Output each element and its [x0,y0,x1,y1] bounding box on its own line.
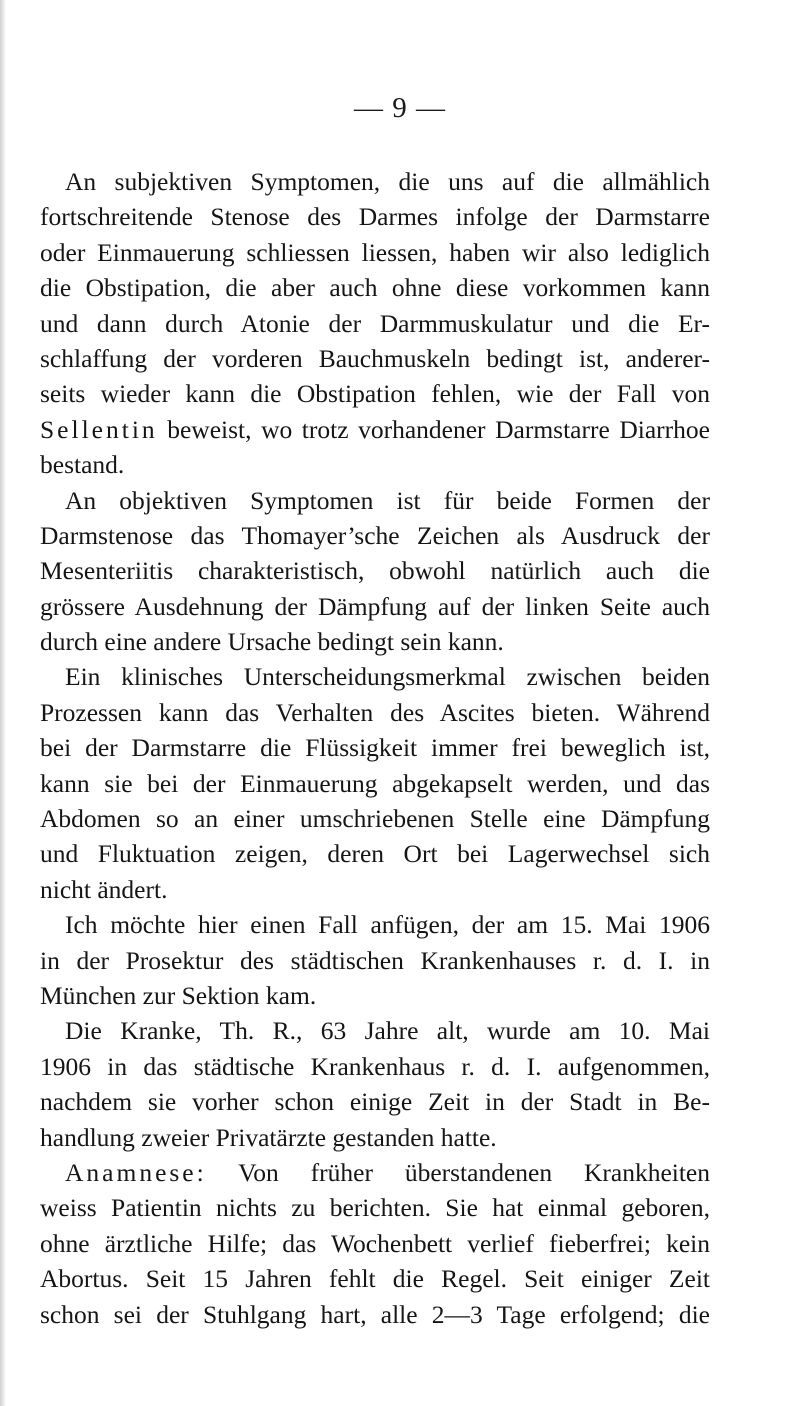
text-line: München zur Sektion kam. [40,980,317,1010]
scan-edge-shadow [0,0,6,1406]
text-line: An subjektiven Symptomen, die uns auf die allmählich [65,167,710,196]
text-line: nachdem sie vorher schon einige Zeit in der Stadt in Be- [40,1087,710,1117]
text-line [40,1155,710,1190]
text-line-rest: Von früher überstandenen Krankheiten [206,1157,710,1187]
section-label-anamnese: Anamnese: [65,1157,207,1187]
text-line: 1906 in das städtische Krankenhaus r. d. I. aufgenommen, [40,1051,710,1081]
page-number: — 9 — [354,92,446,124]
text-line: Prozessen kann das Verhalten des Ascites bieten. Während [40,697,710,727]
text-line: weiss Patientin nichts zu berichten. Sie hat einmal geboren, [40,1193,710,1223]
text-line: kann sie bei der Einmauerung abgekapselt werden, und das [40,768,710,798]
text-line [40,412,710,447]
text-line: und dann durch Atonie der Darmmuskulatur und die Er- [40,308,710,338]
text-line: Abortus. Seit 15 Jahren fehlt die Regel. Seit einiger Zeit [40,1264,710,1294]
text-line: Darmstenose das Thomayer’sche Zeichen als Ausdruck der [40,520,710,550]
text-line: in der Prosektur des städtischen Krankenhauses r. d. I. in [40,945,710,975]
text-line: oder Einmauerung schliessen liessen, haben wir also lediglich [40,237,710,267]
text-line: seits wieder kann die Obstipation fehlen, wie der Fall von [40,379,710,409]
text-line: ohne ärztliche Hilfe; das Wochenbett verlief fieberfrei; kein [40,1228,710,1258]
text-line: handlung zweier Privatärzte gestanden hatte. [40,1122,497,1152]
text-line: Mesenteriitis charakteristisch, obwohl natürlich auch die [40,556,710,586]
text-line: An objektiven Symptomen ist für beide Formen der [65,485,710,515]
text-line: nicht ändert. [40,874,168,904]
text-line: Die Kranke, Th. R., 63 Jahre alt, wurde am 10. Mai [65,1016,710,1046]
text-line: die Obstipation, die aber auch ohne diese vorkommen kann [40,273,710,303]
text-line: bei der Darmstarre die Flüssigkeit immer frei beweglich ist, [40,733,710,763]
author-name: Sellentin [40,414,158,444]
text-line: schlaffung der vorderen Bauchmuskeln bedingt ist, anderer- [40,343,710,373]
text-line: Ein klinisches Unterscheidungsmerkmal zwischen beiden [65,662,710,692]
text-line: schon sei der Stuhlgang hart, alle 2—3 Tage erfolgend; die [40,1299,710,1329]
text-line: und Fluktuation zeigen, deren Ort bei Lagerwechsel sich [40,839,710,869]
text-line: bestand. [40,450,125,480]
text-line-rest: beweist, wo trotz vorhandener Darmstarre Diarrhoe [157,414,710,444]
text-line: grössere Ausdehnung der Dämpfung auf der linken Seite auch [40,591,710,621]
body-text [40,164,710,1332]
text-line: durch eine andere Ursache bedingt sein kann. [40,627,504,657]
text-line: fortschreitende Stenose des Darmes infolge der Darmstarre [40,202,710,232]
text-line: Ich möchte hier einen Fall anfügen, der am 15. Mai 1906 [65,910,710,940]
text-line: Abdomen so an einer umschriebenen Stelle eine Dämpfung [40,804,710,834]
